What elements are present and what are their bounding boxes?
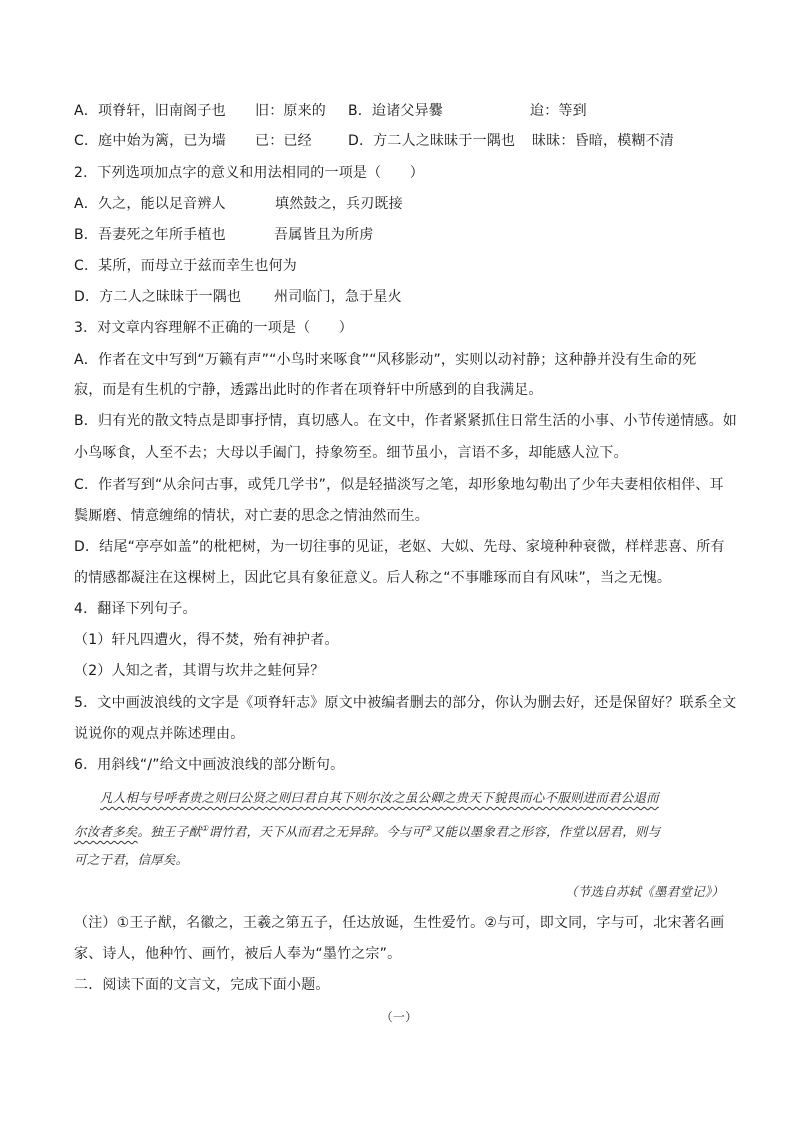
q3-option-d-line2: 的情感都凝注在这棵树上，因此它具有象征意义。后人称之“不事雕琢而自有风味”，当之无愧。 [74,570,672,586]
note-line2: 家、诗人，他种竹、画竹，被后人奉为“墨竹之宗”。 [74,946,402,962]
excerpt-wavy-text: 凡人相与号呼者贵之则曰公贤之则曰君自其下则尔汝之虽公卿之贵天下貌畏而心不服则进而君公退而 [100,790,659,805]
q3-option-b-line2: 小鸟啄食，人至不去；大母以手阖门，持象笏至。细节虽小，言语不多，却能感人泣下。 [74,445,628,461]
excerpt-line1 [100,788,724,808]
q3-stem: 3．对文章内容理解不正确的一项是（ ） [74,320,353,336]
excerpt-text: 。独王子猷 [137,824,202,840]
q1-option-d-gloss: 昧昧：昏暗，模糊不清 [532,133,674,149]
q5-line2: 说说你的观点并陈述理由。 [74,726,245,742]
excerpt-line2 [74,819,724,842]
excerpt-source: （节选自苏轼《墨君堂记》） [565,884,724,899]
q1-option-b: B．迨诸父异爨 [348,103,444,119]
q1-option-a-gloss: 旧：原来的 [255,103,326,119]
q1-option-c-gloss: 已：已经 [255,133,312,149]
q3-option-d-line1: D．结尾“亭亭如盖”的枇杷树，为一切往事的见证，老妪、大姒、先母、家境种种衰微，样样悲喜、所有 [74,539,725,555]
footnote-marker-1: ① [201,824,209,833]
q2-option-c: C．某所，而母立于兹而幸生也何为 [74,258,297,274]
q3-option-c-line2: 鬓厮磨、情意缠绵的情状，对亡妻的思念之情油然而生。 [74,508,429,524]
q3-option-a-line1: A．作者在文中写到“万籁有声”“小鸟时来啄食”“风移影动”，实则以动衬静；这种静并没有生命的死 [74,352,697,368]
q2-option-b: B．吾妻死之年所手植也 [74,227,226,243]
note-line1: （注）①王子猷，名徽之，王羲之第五子，任达放诞，生性爱竹。②与可，即文同，字与可，北宋著名画 [74,915,725,931]
q1-option-d: D．方二人之昧昧于一隅也 [348,133,516,149]
q4-sentence-2: （2）人知之者，其谓与坎井之蛙何异？ [74,663,325,679]
q3-option-b-line1: B．归有光的散文特点是即事抒情，真切感人。在文中，作者紧紧抓住日常生活的小事、小节传递情感。如 [74,413,738,429]
q3-option-a-line2: 寂，而是有生机的宁静，透露出此时的作者在项脊轩中所感到的自我满足。 [74,382,543,398]
excerpt-text: 谓竹君，天下从而君之无异辞。今与可 [208,824,425,840]
excerpt-wavy-text-end: 尔汝者多矣 [74,824,138,840]
section2-subheading: （一） [380,1010,418,1024]
q1-option-c: C．庭中始为篱，已为墙 [74,133,226,149]
q1-option-a: A．项脊轩，旧南阁子也 [74,103,226,119]
section2-heading: 二．阅读下面的文言文，完成下面小题。 [74,977,330,993]
footnote-marker-2: ② [424,824,432,833]
q2-option-b-second: 吾属皆且为所虏 [274,227,374,243]
excerpt-text: 又能以墨象君之形容，作堂以居君，则与 [431,824,661,840]
q1-option-b-gloss: 迨：等到 [530,103,587,119]
q4-stem: 4．翻译下列句子。 [74,601,197,617]
q4-sentence-1: （1）轩凡四遭火，得不焚，殆有神护者。 [74,632,339,648]
q6-stem: 6．用斜线“/”给文中画波浪线的部分断句。 [74,757,345,773]
q2-option-d-second: 州司临门，急于星火 [274,289,402,305]
q2-option-a: A．久之，能以足音辨人 [74,196,226,212]
q2-option-a-second: 填然鼓之，兵刃既接 [275,196,403,212]
q3-option-c-line1: C．作者写到“从余问古事，或凭几学书”，似是轻描淡写之笔，却形象地勾勒出了少年夫妻相依相伴、耳 [74,477,724,493]
excerpt-line3: 可之于君，信厚矣。 [74,852,189,867]
q5-line1: 5．文中画波浪线的文字是《项脊轩志》原文中被编者删去的部分，你认为删去好，还是保留好？联系全文 [74,695,737,711]
q2-stem: 2．下列选项加点字的意义和用法相同的一项是（ ） [74,165,424,181]
q2-option-d: D．方二人之昧昧于一隅也 [74,289,242,305]
